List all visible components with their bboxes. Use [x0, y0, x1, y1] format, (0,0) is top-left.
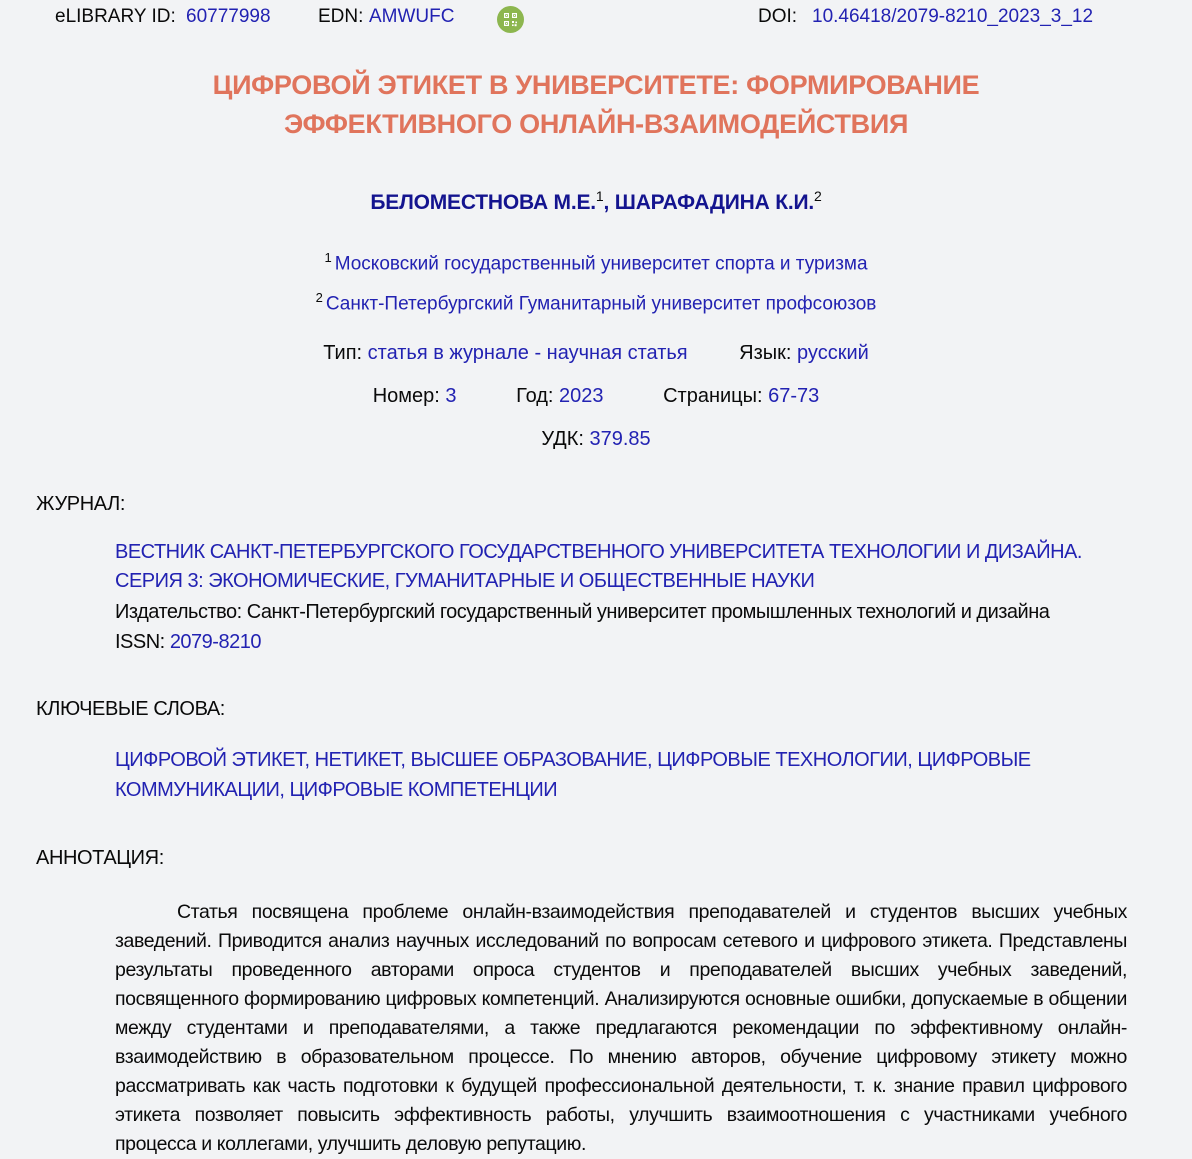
affiliation-line-1: [0, 241, 1192, 281]
journal-section-body: [115, 538, 1127, 656]
edn-qr-icon[interactable]: [497, 6, 524, 33]
number-value[interactable]: 3: [445, 384, 457, 407]
udc-row: [0, 428, 1192, 451]
author-name-2: ШАРАФАДИНА К.И.: [614, 191, 815, 214]
abstract-text: Статья посвящена проблеме онлайн-взаимодействия преподавателей и студентов высших учебных заведений. Приводится анализ научных исследований по вопросам сетевого и цифрового этикета. Представлены результаты проведенного авторами опроса студентов и преподавателей высших учебных заведений, посвященного формированию цифровых компетенций. Анализируются основные ошибки, допускаемые в общении между студентами и преподавателями, а также предлагаются рекомендации по эффективному онлайн-взаимодействию в образовательном процессе. По мнению авторов, обучение цифровому этикету можно рассматривать как часть подготовки к будущей профессиональной деятельности, т. к. знание правил цифрового этикета позволяет повысить эффективность работы, улучшить взаимоотношения с участниками учебного процесса и коллегами, улучшить деловую репутацию.: [115, 900, 1127, 1155]
number-label: Номер:: [372, 384, 440, 407]
authors-separator: ,: [603, 191, 615, 214]
elibrary-id-label: eLIBRARY ID:: [55, 6, 176, 27]
authors-line: [0, 188, 1192, 215]
author-link-1[interactable]: [370, 191, 596, 214]
type-language-row: [0, 342, 1192, 365]
affiliations-block: [0, 241, 1192, 322]
author-sup-1: 1: [595, 188, 604, 204]
language-label: Язык:: [739, 341, 792, 364]
metadata-header: [0, 0, 1192, 34]
author-name-1: БЕЛОМЕСТНОВА М.Е.: [370, 191, 596, 214]
keywords-block: [115, 745, 1127, 805]
pages-label: Страницы:: [663, 384, 763, 407]
affiliation-link-2[interactable]: Санкт-Петербургский Гуманитарный университет профсоюзов: [325, 293, 877, 315]
publisher-value: Санкт-Петербургский государственный университет промышленных технологий и дизайна: [246, 600, 1050, 623]
article-title-line-2: ЭФФЕКТИВНОГО ОНЛАЙН-ВЗАИМОДЕЙСТВИЯ: [283, 109, 909, 139]
affiliation-sup-2: 2: [315, 290, 323, 306]
journal-name-link[interactable]: ВЕСТНИК САНКТ-ПЕТЕРБУРГСКОГО ГОСУДАРСТВЕННОГО УНИВЕРСИТЕТА ТЕХНОЛОГИИ И ДИЗАЙНА. СЕРИЯ 3: ЭКОНОМИЧЕСКИЕ, ГУМАНИТАРНЫЕ И ОБЩЕСТВЕННЫЕ НАУКИ: [115, 540, 1082, 592]
doi-value[interactable]: 10.46418/2079-8210_2023_3_12: [812, 6, 1094, 27]
author-sup-2: 2: [814, 188, 822, 204]
elibrary-id-value[interactable]: 60777998: [186, 6, 271, 27]
doi-label: DOI:: [758, 6, 798, 27]
abstract-section-heading: АННОТАЦИЯ:: [36, 846, 164, 869]
year-value[interactable]: 2023: [559, 384, 604, 407]
issn-value[interactable]: 2079-8210: [169, 630, 261, 653]
affiliation-sup-1: 1: [324, 250, 332, 265]
year-label: Год:: [516, 384, 554, 407]
publisher-line: [115, 598, 1127, 626]
article-title-line-1: ЦИФРОВОЙ ЭТИКЕТ В УНИВЕРСИТЕТЕ: ФОРМИРОВАНИЕ: [212, 70, 980, 100]
article-title: [0, 66, 1192, 144]
keywords-section-heading: КЛЮЧЕВЫЕ СЛОВА:: [36, 697, 225, 720]
keywords-text[interactable]: ЦИФРОВОЙ ЭТИКЕТ, НЕТИКЕТ, ВЫСШЕЕ ОБРАЗОВАНИЕ, ЦИФРОВЫЕ ТЕХНОЛОГИИ, ЦИФРОВЫЕ КОММУНИКАЦИИ, ЦИФРОВЫЕ КОМПЕТЕНЦИИ: [115, 748, 1031, 801]
pages-value[interactable]: 67-73: [768, 384, 820, 407]
udc-label: УДК:: [541, 427, 584, 450]
issue-row: [0, 385, 1192, 408]
publisher-label: Издательство:: [115, 600, 242, 623]
affiliation-link-1[interactable]: Московский государственный университет спорта и туризма: [334, 253, 868, 275]
type-value[interactable]: статья в журнале - научная статья: [367, 341, 688, 364]
issn-label: ISSN:: [115, 630, 165, 653]
affiliation-line-2: [0, 281, 1192, 321]
edn-value[interactable]: AMWUFC: [369, 6, 455, 27]
udc-value[interactable]: 379.85: [589, 427, 651, 450]
journal-section-heading: ЖУРНАЛ:: [36, 492, 126, 515]
edn-label: EDN:: [318, 6, 364, 27]
issn-line: [115, 628, 1127, 656]
type-label: Тип:: [323, 341, 363, 364]
language-value[interactable]: русский: [797, 341, 869, 364]
author-link-2[interactable]: [615, 191, 814, 214]
